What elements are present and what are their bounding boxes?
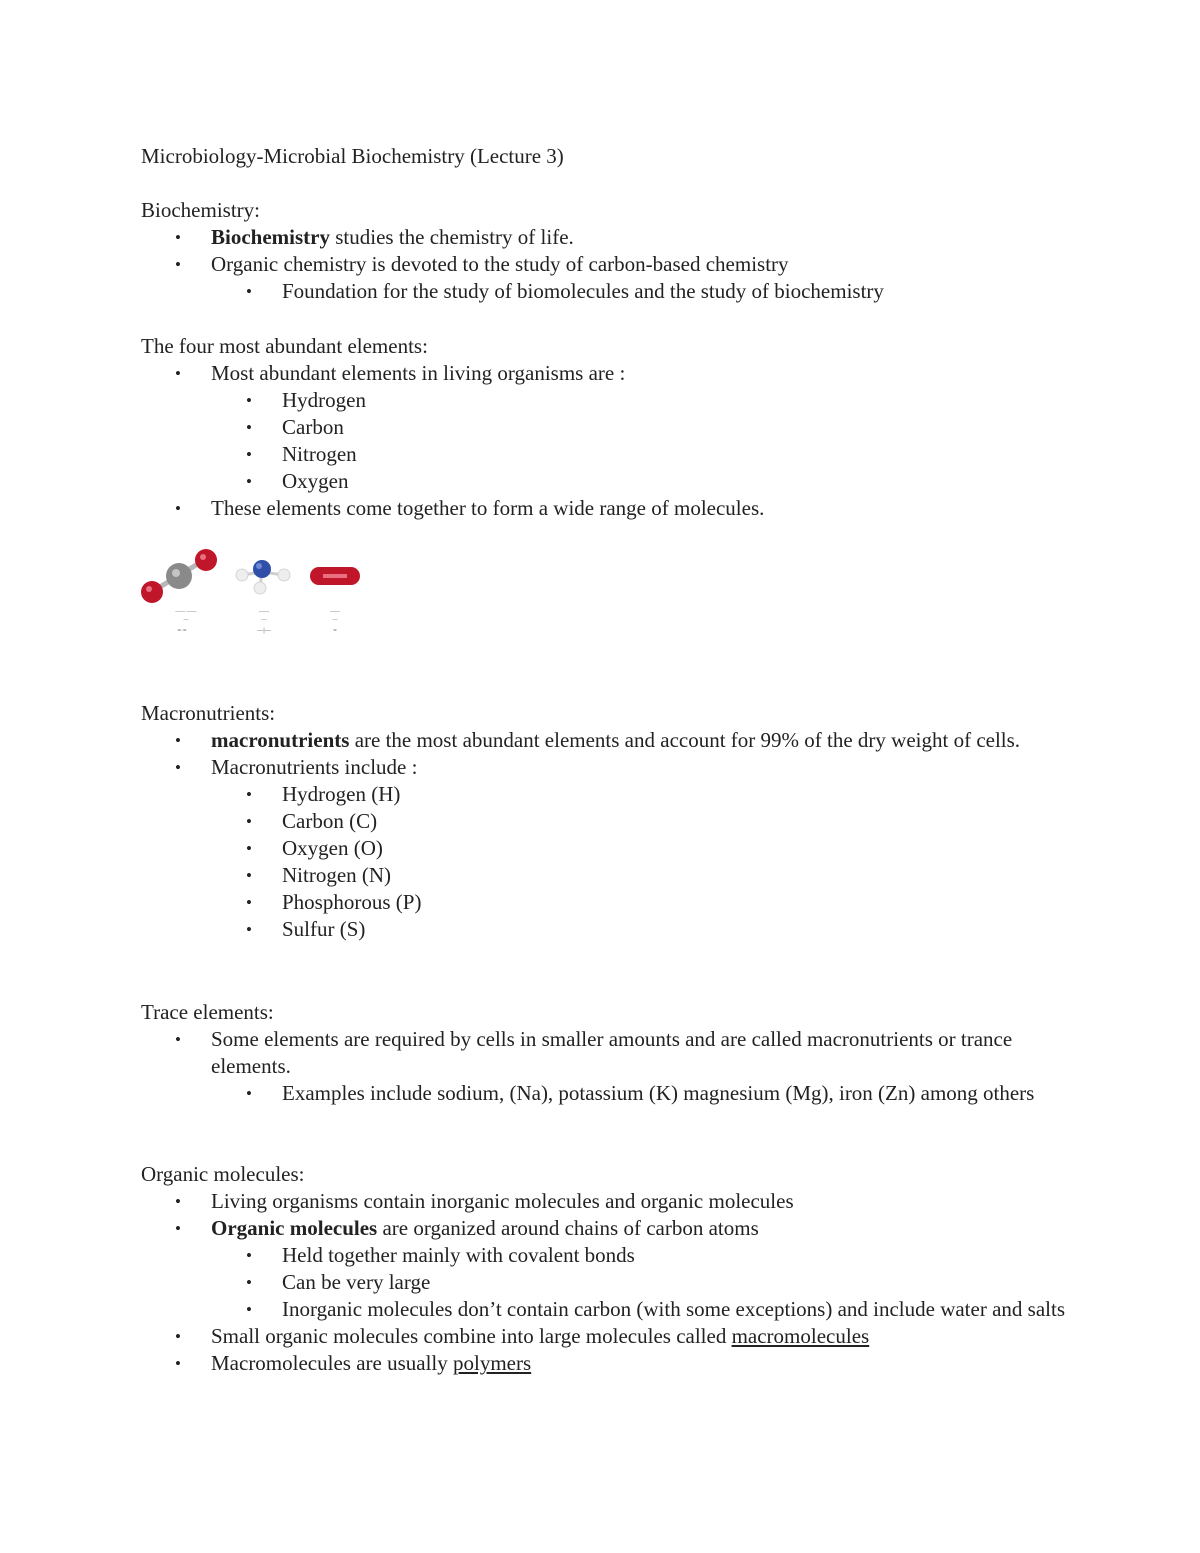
section-heading: Biochemistry: [141, 198, 260, 222]
section-heading: The four most abundant elements: [141, 334, 428, 358]
bold-term: macronutrients [211, 728, 350, 752]
ammonia-model [236, 560, 290, 634]
underlined-term: polymers [453, 1351, 532, 1375]
list-item-text: studies the chemistry of life. [329, 225, 574, 249]
svg-text:—: — [332, 617, 338, 623]
list-item [141, 224, 1071, 251]
section-four-elements [141, 333, 1071, 522]
sub-bullet-list [141, 278, 1071, 305]
list-item: • Oxygen [141, 468, 1071, 495]
section-heading: Organic molecules: [141, 1162, 305, 1186]
list-item: • Carbon (C) [141, 808, 1071, 835]
underlined-term: macromolecules [731, 1324, 870, 1348]
list-item: • Hydrogen [141, 387, 1071, 414]
list-item: • Hydrogen (H) [141, 781, 1071, 808]
sub-bullet-list [141, 1242, 1071, 1323]
list-item-text: are organized around chains of carbon atoms [377, 1216, 759, 1240]
list-item: • Some elements are required by cells in smaller amounts and are called macronutrients or trance elements. [141, 1026, 1071, 1080]
oxygen-molecule-model [310, 567, 360, 634]
sub-bullet-list [141, 387, 1071, 495]
bullet-list [141, 727, 1071, 781]
section-macronutrients [141, 700, 1071, 943]
svg-text:—|—: —|— [257, 628, 271, 634]
bullet-list [141, 495, 1071, 522]
list-item: • Living organisms contain inorganic molecules and organic molecules [141, 1188, 1071, 1215]
section-biochemistry [141, 197, 1071, 305]
list-item: • Organic chemistry is devoted to the study of carbon-based chemistry [141, 251, 1071, 278]
list-item: • Macronutrients include : [141, 754, 1071, 781]
list-item [141, 1215, 1071, 1242]
list-item: • Examples include sodium, (Na), potassium (K) magnesium (Mg), iron (Zn) among others [141, 1080, 1071, 1107]
list-item: • Sulfur (S) [141, 916, 1071, 943]
list-item-text: are the most abundant elements and account for 99% of the dry weight of cells. [349, 728, 1021, 752]
list-item: • Most abundant elements in living organisms are : [141, 360, 1071, 387]
carbon-dioxide-model [141, 549, 217, 634]
list-item: • Held together mainly with covalent bonds [141, 1242, 1071, 1269]
bullet-list [141, 224, 1071, 278]
svg-text:——: —— [330, 609, 340, 615]
svg-text:——: —— [259, 609, 269, 615]
bullet-list [141, 360, 1071, 387]
list-item: • Inorganic molecules don’t contain carbon (with some exceptions) and include water and salts [141, 1296, 1071, 1323]
svg-text:—: — [183, 617, 189, 623]
bold-term: Organic molecules [211, 1216, 378, 1240]
svg-text:=: = [333, 628, 337, 634]
list-item: • Nitrogen (N) [141, 862, 1071, 889]
list-item: • Foundation for the study of biomolecules and the study of biochemistry [141, 278, 1071, 305]
list-item [141, 1350, 1071, 1377]
svg-text:—: — [261, 617, 267, 623]
bullet-list [141, 1188, 1071, 1242]
list-item: • Can be very large [141, 1269, 1071, 1296]
molecule-models-image [138, 545, 368, 645]
svg-text:—— ——: —— —— [175, 609, 197, 615]
bold-term: Biochemistry [211, 225, 330, 249]
list-item: • Carbon [141, 414, 1071, 441]
list-item: • Oxygen (O) [141, 835, 1071, 862]
sub-bullet-list [141, 781, 1071, 943]
sub-bullet-list [141, 1080, 1071, 1107]
section-heading: Macronutrients: [141, 701, 276, 725]
list-item [141, 1323, 1071, 1350]
list-item: • Nitrogen [141, 441, 1071, 468]
section-organic-molecules [141, 1161, 1071, 1377]
list-item: • Phosphorous (P) [141, 889, 1071, 916]
section-heading: Trace elements: [141, 1000, 274, 1024]
list-item-text: Macromolecules are usually [211, 1351, 453, 1375]
section-trace-elements [141, 999, 1071, 1107]
list-item-text: Small organic molecules combine into large molecules called [211, 1324, 732, 1348]
list-item: • These elements come together to form a wide range of molecules. [141, 495, 1071, 522]
bullet-list [141, 1026, 1071, 1080]
list-item [141, 727, 1071, 754]
page-title: Microbiology-Microbial Biochemistry (Lecture 3) [141, 144, 564, 168]
svg-text:=·=: =·= [177, 628, 187, 634]
bullet-list [141, 1323, 1071, 1377]
